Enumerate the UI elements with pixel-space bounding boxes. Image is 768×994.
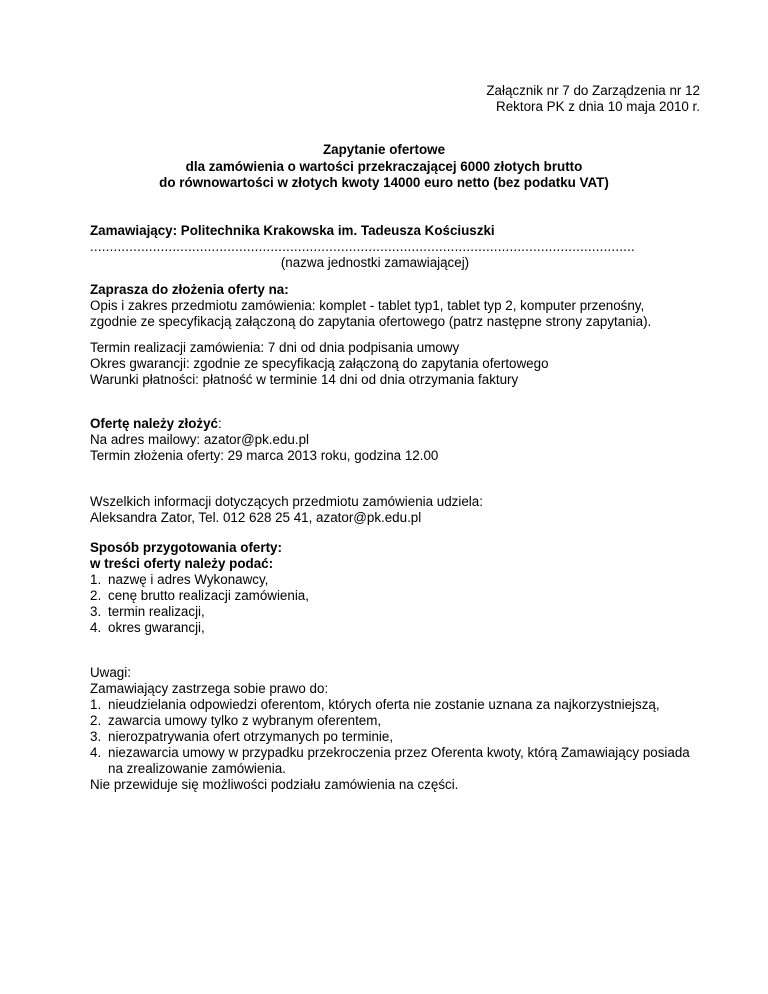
list-item-text: nieudzielania odpowiedzi oferentom, których oferta nie zostanie uznana za najkorzystniejszą, [108,697,660,712]
list-item [90,745,690,777]
prep-heading-1: Sposób przygotowania oferty: [90,540,282,555]
prep-heading-2: w treści oferty należy podać: [90,556,274,571]
list-item-text: okres gwarancji, [108,620,205,635]
prep-section [90,540,710,636]
remarks-footer: Nie przewiduje się możliwości podziału zamówienia na części. [90,777,459,792]
terms-section [90,340,710,388]
invite-heading: Zaprasza do złożenia oferty na: [90,282,289,297]
list-item-text: termin realizacji, [108,604,205,619]
annex-line-1: Załącznik nr 7 do Zarządzenia nr 12 [486,83,700,98]
list-item-number: 1. [90,697,102,712]
list-item-text: zawarcia umowy tylko z wybranym oferentem, [108,713,382,728]
submit-colon: : [218,416,222,431]
buyer-dots: ........................................................................................................................................... [90,239,635,254]
list-item-number: 2. [90,588,102,603]
list-item-number: 2. [90,713,102,728]
list-item-text: niezawarcia umowy w przypadku przekroczenia przez Oferenta kwoty, którą Zamawiający posiada na zrealizowanie zamówienia. [108,745,690,776]
list-item-number: 4. [90,745,102,760]
list-item-number: 4. [90,620,102,635]
list-item [90,729,690,745]
remarks-heading: Uwagi: [90,665,131,680]
list-item-text: nazwę i adres Wykonawcy, [108,572,269,587]
buyer-section [90,223,710,271]
list-item-text: nierozpatrywania ofert otrzymanych po terminie, [108,729,394,744]
list-item [90,697,690,713]
list-item [90,588,710,604]
remarks-list [90,697,690,777]
remarks-intro: Zamawiający zastrzega sobie prawo do: [90,681,329,696]
document-title [0,142,768,192]
list-item [90,713,690,729]
title-line-3: do równowartości w złotych kwoty 14000 euro netto (bez podatku VAT) [159,175,609,190]
list-item-number: 3. [90,604,102,619]
annex-reference [486,83,700,115]
buyer-label: Zamawiający: Politechnika Krakowska im. Tadeusza Kościuszki [90,223,495,238]
title-line-1: Zapytanie ofertowe [322,142,446,157]
list-item [90,572,710,588]
prep-list [90,572,710,636]
terms-line-3: Warunki płatności: płatność w terminie 14 dni od dnia otrzymania faktury [90,372,519,387]
list-item-number: 3. [90,729,102,744]
submit-heading: Ofertę należy złożyć [90,416,219,431]
invite-line-2: zgodnie ze specyfikacją załączoną do zapytania ofertowego (patrz następne strony zapytania). [90,314,652,329]
invite-section [90,282,710,330]
submit-section [90,416,710,464]
contact-section [90,494,710,526]
contact-line-2: Aleksandra Zator, Tel. 012 628 25 41, azator@pk.edu.pl [90,510,422,525]
list-item [90,620,710,636]
submit-line-1: Na adres mailowy: azator@pk.edu.pl [90,432,310,447]
annex-line-2: Rektora PK z dnia 10 maja 2010 r. [496,99,700,114]
submit-heading-line [90,416,710,432]
title-line-2: dla zamówienia o wartości przekraczającej 6000 złotych brutto [185,158,583,174]
submit-line-2: Termin złożenia oferty: 29 marca 2013 roku, godzina 12.00 [90,448,439,463]
invite-line-1: Opis i zakres przedmiotu zamówienia: komplet - tablet typ1, tablet typ 2, komputer przenośny, [90,298,645,313]
terms-line-2: Okres gwarancji: zgodnie ze specyfikacją załączoną do zapytania ofertowego [90,356,549,371]
list-item-number: 1. [90,572,102,587]
list-item [90,604,710,620]
buyer-note: (nazwa jednostki zamawiającej) [280,255,470,270]
contact-line-1: Wszelkich informacji dotyczących przedmiotu zamówienia udziela: [90,494,483,509]
list-item-text: cenę brutto realizacji zamówienia, [108,588,309,603]
remarks-section [90,665,690,793]
terms-line-1: Termin realizacji zamówienia: 7 dni od dnia podpisania umowy [90,340,460,355]
